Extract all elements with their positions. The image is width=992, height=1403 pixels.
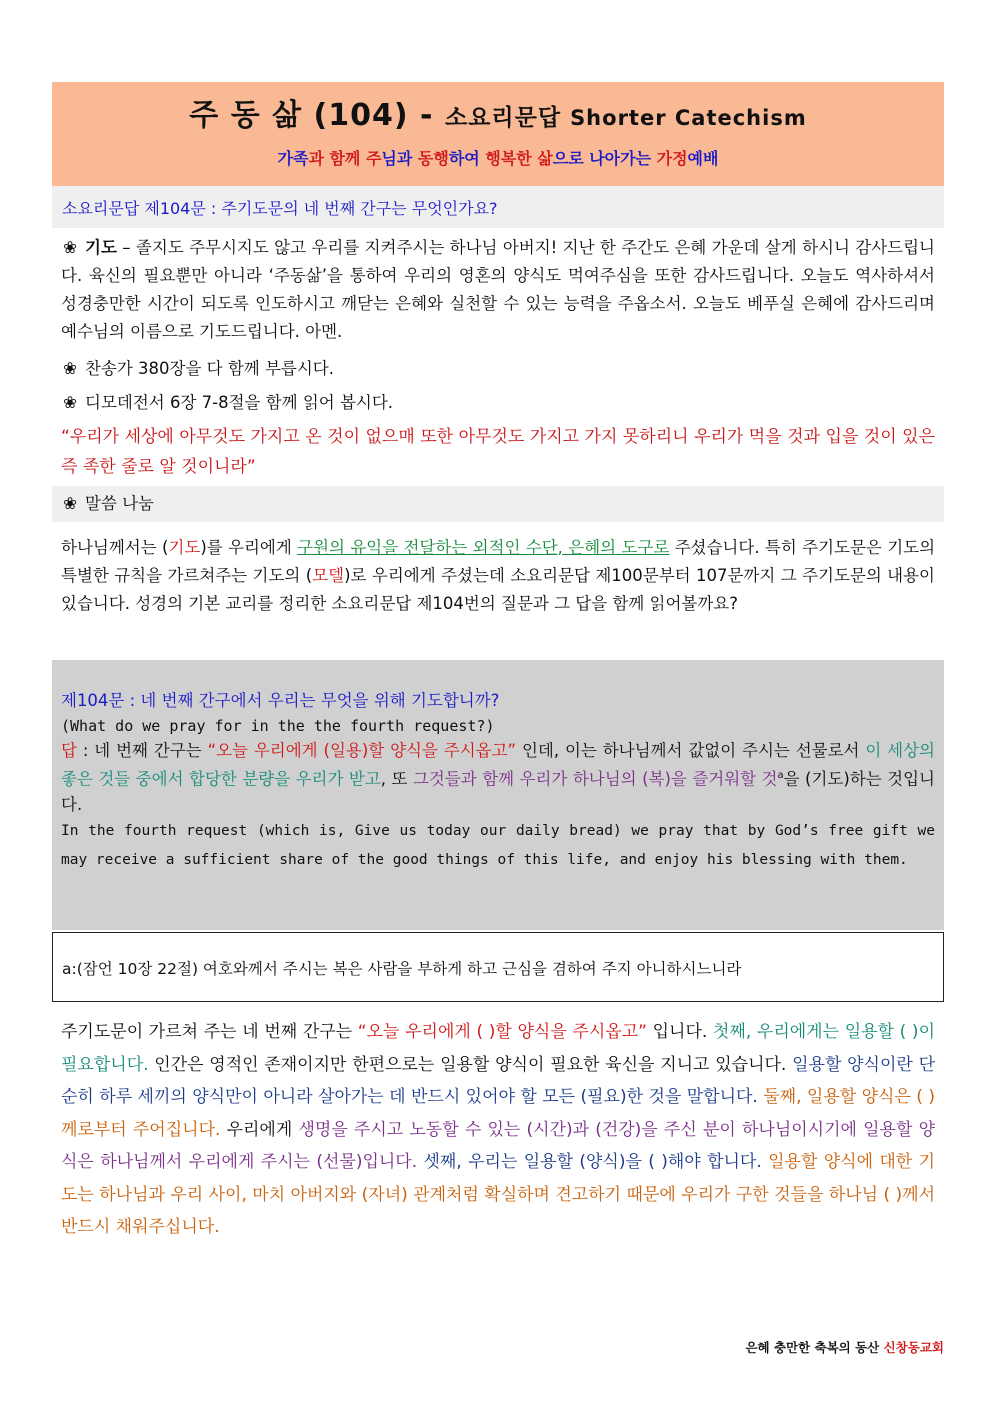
answer-highlight: 이 세상의 좋은 것들 중에서 합당한 분량을 우리가 받고 xyxy=(61,741,935,789)
footer-text: 은혜 충만한 축복의 동산 xyxy=(745,1340,884,1355)
closing-text: 입니다. xyxy=(646,1022,713,1042)
sharing-text: )를 우리에게 xyxy=(200,538,298,557)
answer-label: 답 xyxy=(61,741,77,760)
closing-highlight: 일용할 양식이란 단순히 하루 세끼의 양식만이 아니라 살아가는 데 반드시 있어야 할 모든 (필요)한 것을 말합니다. xyxy=(61,1054,935,1107)
page-title xyxy=(52,96,944,138)
title-english: Shorter Catechism xyxy=(570,106,807,130)
sharing-text: 하나님께서는 ( xyxy=(61,538,169,557)
title-korean: 주 동 삶 (104) - xyxy=(189,98,445,133)
footnote-box: a:(잠언 10장 22절) 여호와께서 주시는 복은 사람을 부하게 하고 근심을 겸하여 주지 아니하시느니라 xyxy=(52,932,944,1002)
sharing-highlight: 모델 xyxy=(312,566,345,585)
footer xyxy=(745,1338,944,1356)
prayer-label: 기도 xyxy=(85,238,117,257)
hymn-text: 찬송가 380장을 다 함께 부릅시다. xyxy=(85,359,334,378)
answer-quote: “오늘 우리에게 (일용)할 양식을 주시옵고” xyxy=(207,741,517,760)
sharing-text: )로 우리에게 주셨는데 소요리문답 제100문부터 107문까지 그 주기도문의 내용이 있습니다. 성경의 기본 교리를 정리한 소요리문답 제104번의 질문과 그 답을 함께 읽어볼까요? xyxy=(61,566,935,613)
hymn-item xyxy=(52,354,944,384)
slogan-segment: 예배 xyxy=(687,149,719,168)
closing-point-1: 첫째, 우리에게는 일용할 ( )이 필요합니다. xyxy=(61,1022,935,1075)
closing-text: 주기도문이 가르쳐 주는 네 번째 간구는 xyxy=(61,1022,358,1042)
slogan-segment: 가정 xyxy=(656,149,688,168)
catechism-question-english: (What do we pray for in the the fourth request?) xyxy=(61,717,495,735)
slogan-segment: 동행 xyxy=(417,149,449,168)
slogan-segment: 하여 xyxy=(448,149,486,168)
header-banner xyxy=(52,82,944,186)
prayer-section xyxy=(52,228,944,344)
bible-verse: “우리가 세상에 아무것도 가지고 온 것이 없으매 또한 아무것도 가지고 가지 못하리니 우리가 먹을 것과 입을 것이 있은즉 족한 줄로 알 것이니라” xyxy=(61,427,935,477)
flower-icon: ❀ xyxy=(63,494,77,513)
document-page xyxy=(52,82,944,1244)
flower-icon: ❀ xyxy=(63,393,77,412)
answer-text: : 네 번째 간구는 xyxy=(76,741,208,760)
sharing-text: 주셨습니다. 특히 주기도문은 기도의 특별한 규칙을 가르쳐주는 기도의 ( xyxy=(61,538,936,585)
reading-item xyxy=(52,388,944,418)
catechism-answer-english: In the fourth request (which is, Give us today our daily bread) we pray that by God’s free gift we may receive a sufficient share of the good things of this life, and enjoy his blessing with them. xyxy=(61,822,935,868)
slogan-segment: 삶 xyxy=(537,149,553,168)
church-name: 신창동교회 xyxy=(883,1340,944,1355)
closing-text: 우리에게 xyxy=(220,1119,299,1140)
sharing-paragraph xyxy=(52,522,944,660)
slogan-segment: 행복한 xyxy=(485,149,538,168)
slogan-segment: 님과 xyxy=(381,149,418,168)
slogan-segment: 과 함께 xyxy=(308,149,366,168)
answer-text: 을 (기도)하는 것입니다. xyxy=(61,769,935,814)
reading-text: 디모데전서 6장 7-8절을 함께 읽어 봅시다. xyxy=(85,393,394,412)
catechism-answer xyxy=(61,738,935,817)
slogan-segment: 가족 xyxy=(277,149,309,168)
sharing-label: 말씀 나눔 xyxy=(85,494,155,513)
slogan-segment: 으로 나아가는 xyxy=(552,149,657,168)
closing-paragraph xyxy=(52,1002,944,1244)
prayer-text: – 졸지도 주무시지도 않고 우리를 지켜주시는 하나님 아버지! 지난 한 주간도 은혜 가운데 살게 하시니 감사드립니다. 육신의 필요뿐만 아니라 ‘주동삶’을 통하여 우리의 영혼의 양식도 먹여주심을 또한 감사드립니다. 오늘도 역사하셔서 성경충만한 시간이 되도록 인도하시고 깨닫는 은혜와 실천할 수 있는 능력을 주옵소서. 오늘도 베푸실 은혜에 감사드리며 예수님의 이름으로 기도드립니다. 아멘. xyxy=(61,238,935,341)
question-bar: 소요리문답 제104문 : 주기도문의 네 번째 간구는 무엇인가요? xyxy=(52,186,944,228)
title-korean-catechism: 소요리문답 xyxy=(444,105,571,131)
closing-highlight: 일용할 양식에 대한 기도는 하나님과 우리 사이, 마치 아버지와 (자녀) 관계처럼 확실하며 견고하기 때문에 우리가 구한 것들을 하나님 ( )께서 반드시 채워주십니다. xyxy=(61,1152,935,1237)
flower-icon: ❀ xyxy=(63,238,77,257)
footnote-marker: a xyxy=(777,770,784,781)
closing-text: 인간은 영적인 존재이지만 한편으로는 일용할 양식이 필요한 육신을 지니고 있습니다. xyxy=(148,1054,793,1075)
sharing-bar xyxy=(52,486,944,522)
catechism-box xyxy=(52,660,944,930)
closing-highlight: 생명을 주시고 노동할 수 있는 (시간)과 (건강)을 주신 분이 하나님이시기에 일용할 양식은 하나님께서 우리에게 주시는 (선물)입니다. xyxy=(61,1119,935,1172)
answer-text: 인데, 이는 하나님께서 값없이 주시는 선물로서 xyxy=(516,741,866,760)
sharing-underlined: 구원의 유익을 전달하는 외적인 수단, 은혜의 도구로 xyxy=(297,538,670,557)
closing-quote: “오늘 우리에게 ( )할 양식을 주시옵고” xyxy=(357,1022,647,1042)
closing-point-2: 둘째, 일용할 양식은 ( )께로부터 주어집니다. xyxy=(61,1087,935,1140)
flower-icon: ❀ xyxy=(63,359,77,378)
catechism-question: 제104문 : 네 번째 간구에서 우리는 무엇을 위해 기도합니까? xyxy=(61,691,500,710)
sharing-highlight: 기도 xyxy=(168,538,201,557)
closing-point-3: 셋째, 우리는 일용할 (양식)을 ( )해야 합니다. xyxy=(417,1152,762,1172)
answer-text: , 또 xyxy=(380,769,413,789)
slogan-segment: 주 xyxy=(365,149,382,168)
answer-highlight: 그것들과 함께 우리가 하나님의 (복)을 즐거워할 것 xyxy=(412,769,778,789)
slogan xyxy=(52,148,944,170)
